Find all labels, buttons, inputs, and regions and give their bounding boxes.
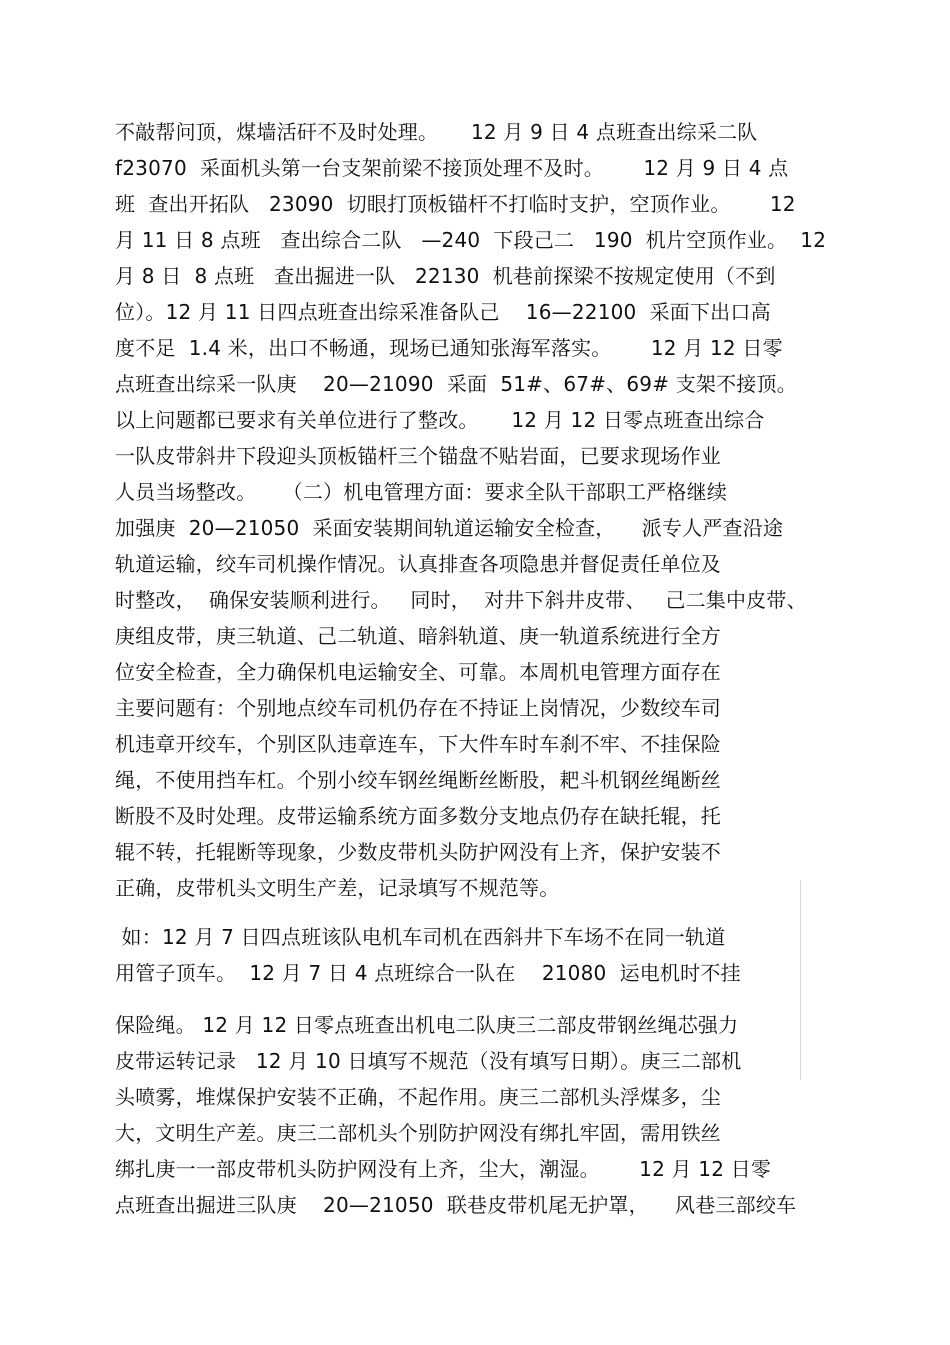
text-line: 班 查出开拓队 23090 切眼打顶板锚杆不打临时支护，空顶作业。 12: [115, 192, 796, 216]
text-line: 主要问题有：个别地点绞车司机仍存在不持证上岗情况，少数绞车司: [115, 696, 721, 720]
text-line: 位）。12 月 11 日四点班查出综采准备队己 16—22100 采面下出口高: [115, 300, 771, 324]
text-line: 如：12 月 7 日四点班该队电机车司机在西斜井下车场不在同一轨道: [115, 925, 726, 949]
text-line: 保险绳。 12 月 12 日零点班查出机电二队庚三二部皮带钢丝绳芯强力: [115, 1013, 739, 1037]
text-line: 点班查出掘进三队庚 20—21050 联巷皮带机尾无护罩， 风巷三部绞车: [115, 1193, 797, 1217]
text-line: 皮带运转记录 12 月 10 日填写不规范（没有填写日期）。庚三二部机: [115, 1049, 742, 1073]
text-line: 点班查出综采一队庚 20—21090 采面 51#、67#、69# 支架不接顶。: [115, 372, 797, 396]
text-line: 月 8 日 8 点班 查出掘进一队 22130 机巷前探梁不按规定使用（不到: [115, 264, 776, 288]
text-line: 不敲帮问顶，煤墙活矸不及时处理。 12 月 9 日 4 点班查出综采二队: [115, 120, 758, 144]
text-line: f23070 采面机头第一台支架前梁不接顶处理不及时。 12 月 9 日 4 点: [115, 156, 789, 180]
text-line: 月 11 日 8 点班 查出综合二队 —240 下段己二 190 机片空顶作业。 12: [115, 228, 827, 252]
text-line: 头喷雾，堆煤保护安装不正确，不起作用。庚三二部机头浮煤多，尘: [115, 1085, 721, 1109]
text-line: 绑扎庚一一部皮带机头防护网没有上齐，尘大，潮湿。 12 月 12 日零: [115, 1157, 772, 1181]
text-line: 以上问题都已要求有关单位进行了整改。 12 月 12 日零点班查出综合: [115, 408, 765, 432]
text-line: 时整改， 确保安装顺利进行。 同时， 对井下斜井皮带、 己二集中皮带、: [115, 588, 807, 612]
text-line: 人员当场整改。 （二）机电管理方面：要求全队干部职工严格继续: [115, 480, 728, 504]
text-line: 一队皮带斜井下段迎头顶板锚杆三个锚盘不贴岩面，已要求现场作业: [115, 444, 721, 468]
text-line: 位安全检查，全力确保机电运输安全、可靠。本周机电管理方面存在: [115, 660, 721, 684]
text-line: 辊不转，托辊断等现象，少数皮带机头防护网没有上齐，保护安装不: [115, 840, 721, 864]
text-line: 轨道运输，绞车司机操作情况。认真排查各项隐患并督促责任单位及: [115, 552, 721, 576]
text-line: 绳，不使用挡车杠。个别小绞车钢丝绳断丝断股，耙斗机钢丝绳断丝: [115, 768, 721, 792]
text-line: 正确，皮带机头文明生产差，记录填写不规范等。: [115, 876, 560, 900]
text-line: 用管子顶车。 12 月 7 日 4 点班综合一队在 21080 运电机时不挂: [115, 961, 741, 985]
text-line: 大，文明生产差。庚三二部机头个别防护网没有绑扎牢固，需用铁丝: [115, 1121, 721, 1145]
page-edge-line: [800, 880, 801, 1080]
text-line: 度不足 1.4 米，出口不畅通，现场已通知张海军落实。 12 月 12 日零: [115, 336, 783, 360]
text-line: 庚组皮带，庚三轨道、己二轨道、暗斜轨道、庚一轨道系统进行全方: [115, 624, 721, 648]
text-line: 机违章开绞车，个别区队违章连车，下大件车时车刹不牢、不挂保险: [115, 732, 721, 756]
text-line: 加强庚 20—21050 采面安装期间轨道运输安全检查， 派专人严查沿途: [115, 516, 784, 540]
text-line: 断股不及时处理。皮带运输系统方面多数分支地点仍存在缺托辊，托: [115, 804, 721, 828]
